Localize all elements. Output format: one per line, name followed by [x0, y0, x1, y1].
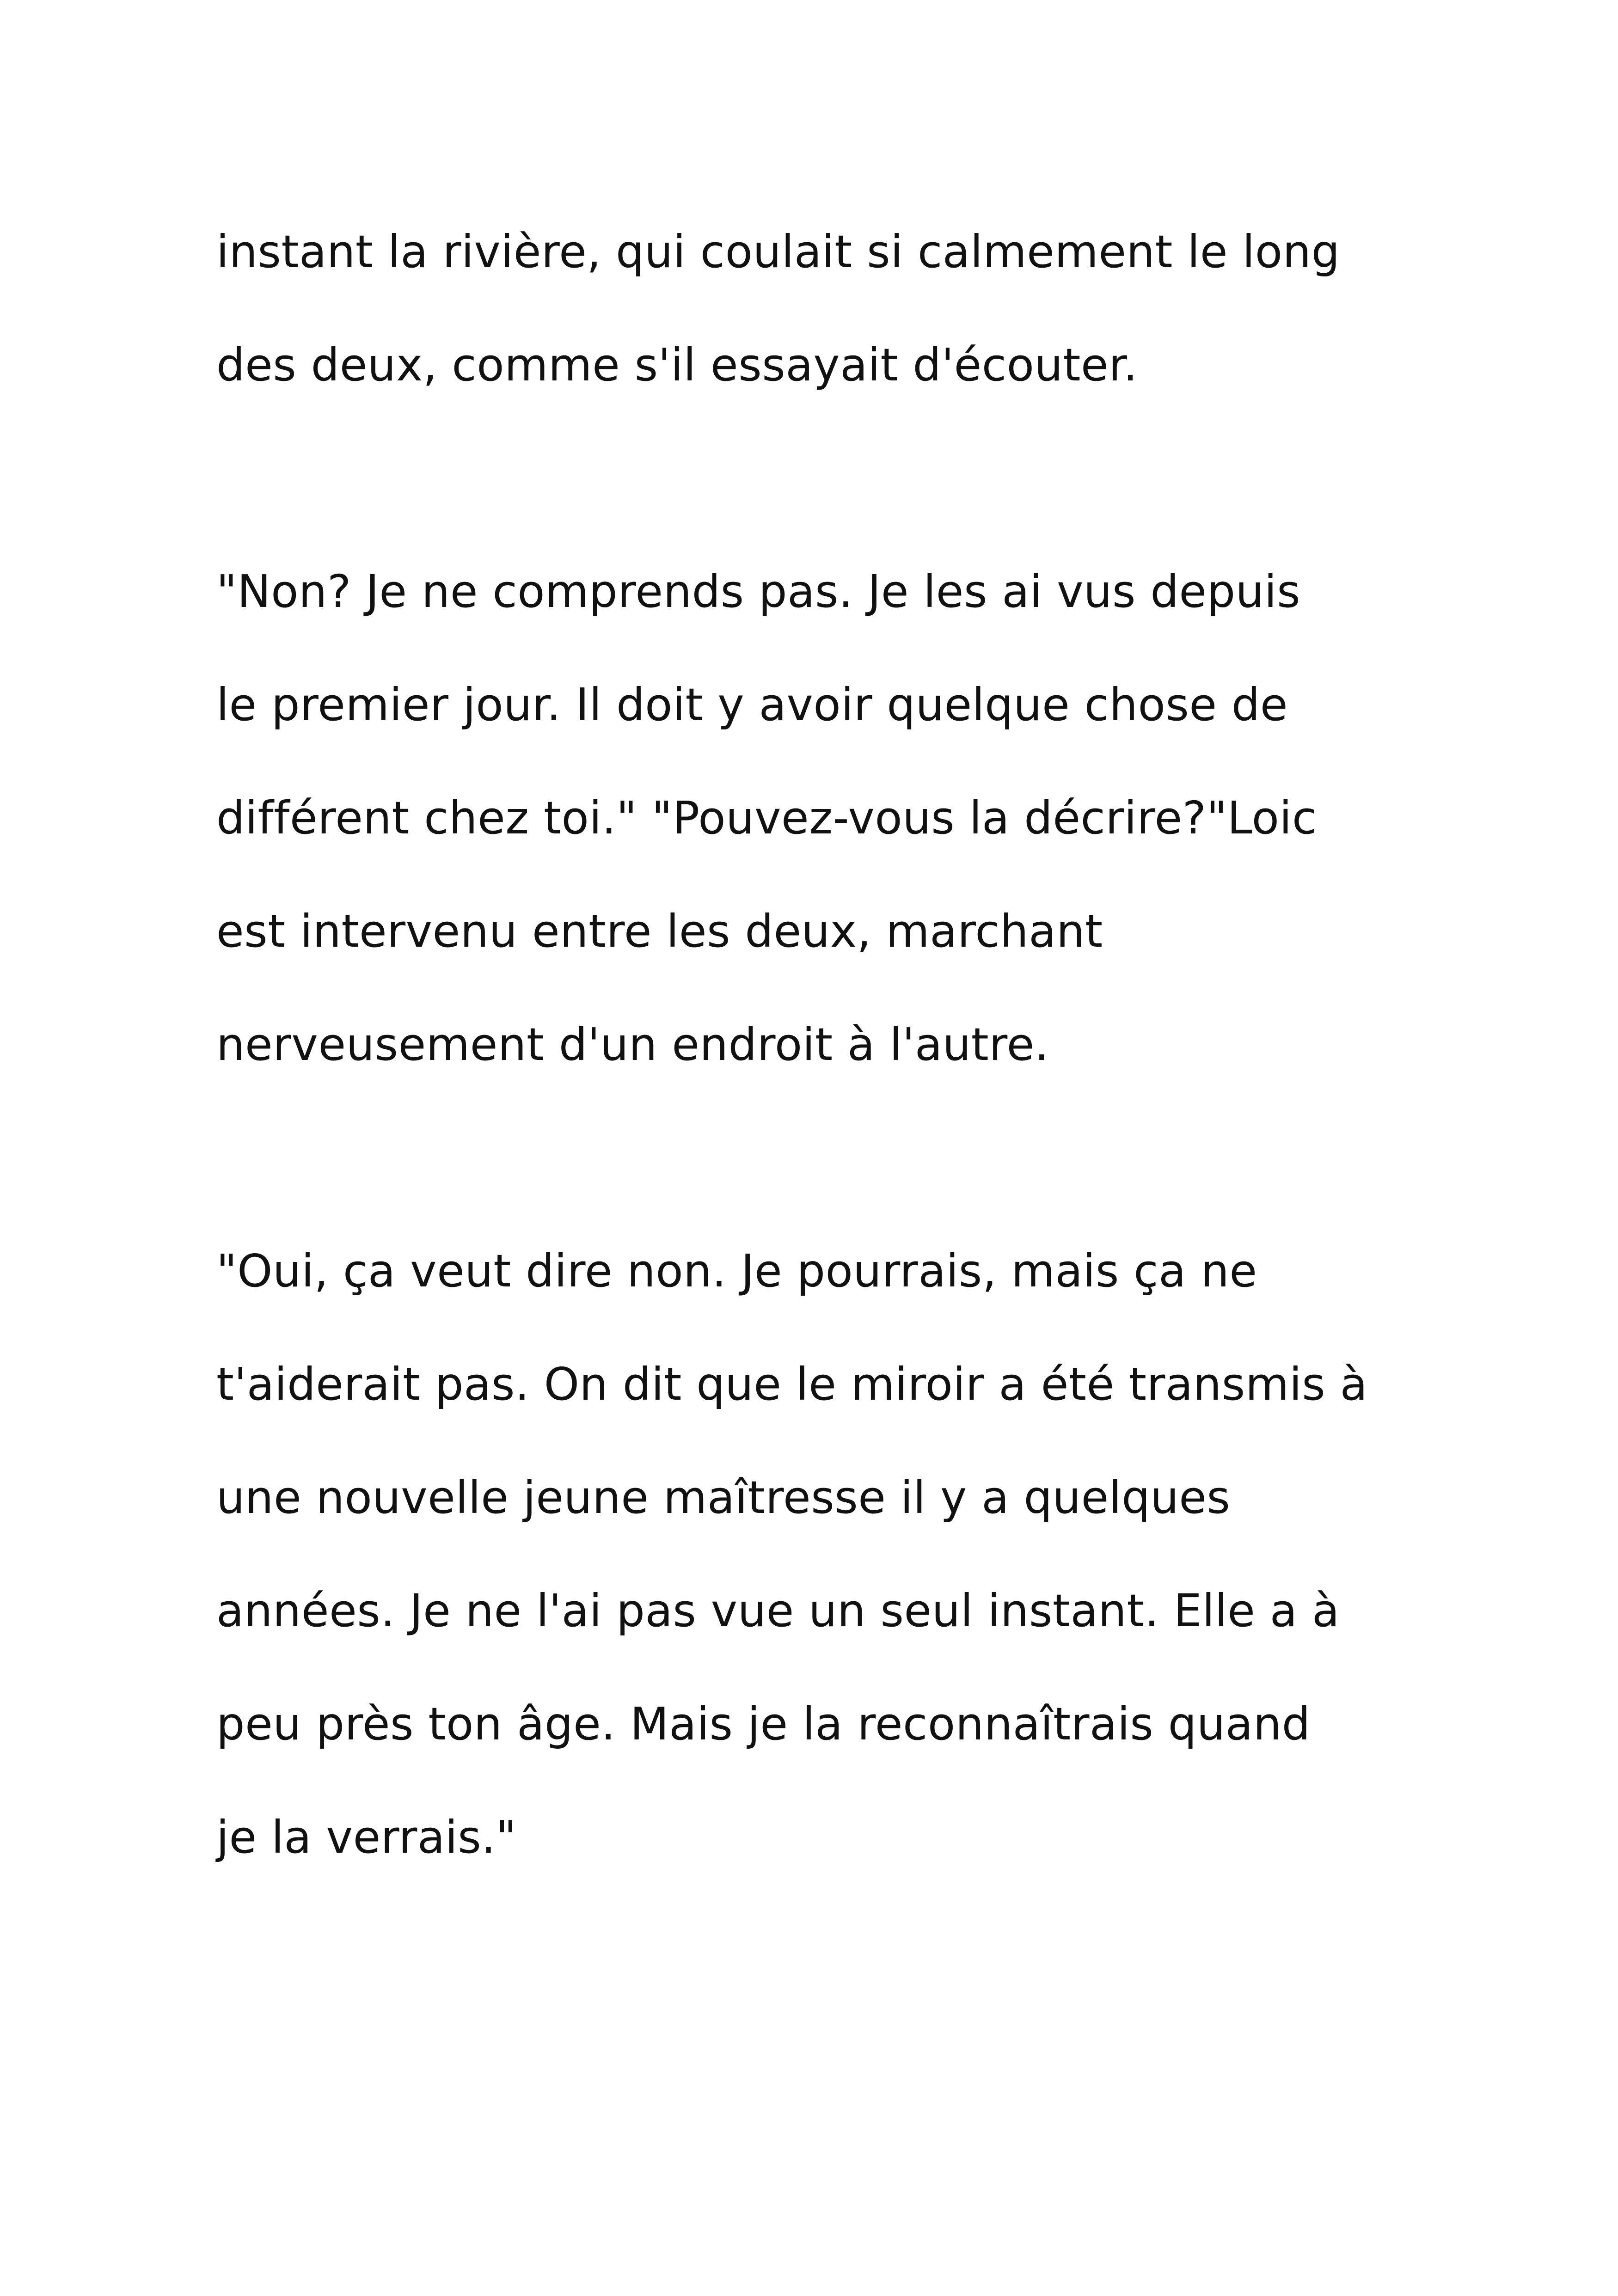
text-line: je la verrais.": [216, 1811, 517, 1863]
text-line: t'aiderait pas. On dit que le miroir a été transmis à: [216, 1358, 1368, 1410]
paragraph-2: [216, 557, 1465, 1123]
text-line: instant la rivière, qui coulait si calmement le long: [216, 226, 1340, 278]
text-line: des deux, comme s'il essayait d'écouter.: [216, 339, 1138, 391]
text-line: "Oui, ça veut dire non. Je pourrais, mais ça ne: [216, 1245, 1257, 1297]
text-line: une nouvelle jeune maîtresse il y a quelques: [216, 1471, 1231, 1524]
text-line: années. Je ne l'ai pas vue un seul instant. Elle a à: [216, 1585, 1340, 1637]
body-text: [216, 217, 1465, 1916]
paragraph-1: [216, 217, 1465, 444]
text-line: différent chez toi." "Pouvez-vous la décrire?"Loic: [216, 792, 1317, 844]
text-line: peu près ton âge. Mais je la reconnaîtrais quand: [216, 1698, 1311, 1750]
paragraph-spacer: [216, 1123, 1465, 1237]
text-line: "Non? Je ne comprends pas. Je les ai vus depuis: [216, 565, 1301, 618]
paragraph-3: [216, 1237, 1465, 1916]
text-line: est intervenu entre les deux, marchant: [216, 905, 1103, 957]
text-line: nerveusement d'un endroit à l'autre.: [216, 1018, 1049, 1071]
paragraph-spacer: [216, 444, 1465, 557]
text-line: le premier jour. Il doit y avoir quelque chose de: [216, 679, 1288, 731]
